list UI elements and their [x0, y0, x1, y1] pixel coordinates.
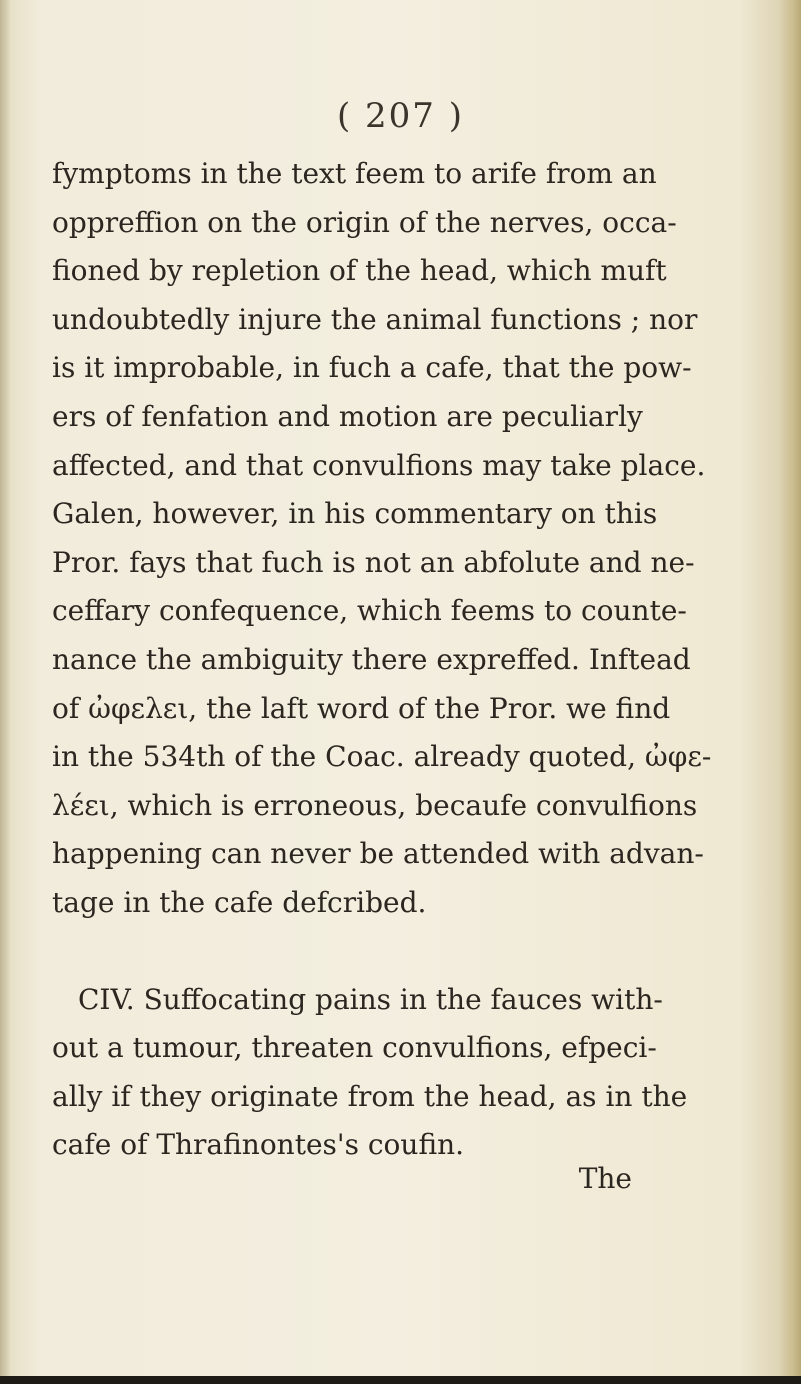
- text-line: undoubtedly injure the animal functions ; nor: [52, 302, 698, 336]
- text-line: tage in the cafe defcribed.: [52, 885, 427, 919]
- text-line: oppreffion on the origin of the nerves, occa-: [52, 205, 677, 239]
- page-gutter: [0, 0, 10, 1384]
- page-edge: [779, 0, 801, 1384]
- text-line: nance the ambiguity there expreffed. Inftead: [52, 642, 691, 676]
- text-line: is it improbable, in fuch a cafe, that the pow-: [52, 351, 692, 385]
- body-text: [52, 150, 712, 1170]
- text-line: affected, and that convulfions may take place.: [52, 448, 706, 482]
- text-line: ers of fenfation and motion are peculiarly: [52, 399, 643, 433]
- text-line: Pror. fays that fuch is not an abfolute and ne-: [52, 545, 695, 579]
- text-line: fioned by repletion of the head, which muft: [52, 254, 667, 288]
- page-number: ( 207 ): [336, 96, 465, 136]
- text-line: fymptoms in the text feem to arife from an: [52, 157, 657, 190]
- text-line: ally if they originate from the head, as in the: [52, 1079, 688, 1113]
- text-line: Galen, however, in his commentary on this: [52, 497, 658, 531]
- paragraph-2: [52, 976, 688, 1170]
- paragraph-1: [52, 150, 712, 928]
- text-line: happening can never be attended with advan-: [52, 837, 704, 871]
- text-line: in the 534th of the Coac. already quoted, ὠφε-: [52, 740, 712, 774]
- text-line: cafe of Thrafinontes's coufin.: [52, 1128, 465, 1162]
- text-line: out a tumour, threaten convulfions, efpeci-: [52, 1031, 657, 1065]
- text-line: of ὠφελει, the laft word of the Pror. we find: [52, 691, 671, 725]
- text-line: ceffary confequence, which feems to counte-: [52, 594, 687, 628]
- bottom-edge: [0, 1376, 801, 1384]
- text-line: λέει, which is erroneous, becaufe convulfions: [52, 788, 698, 822]
- text-line: CIV. Suffocating pains in the fauces with-: [78, 982, 663, 1016]
- paragraph-gap: [52, 928, 632, 976]
- catchword: The: [578, 1162, 632, 1195]
